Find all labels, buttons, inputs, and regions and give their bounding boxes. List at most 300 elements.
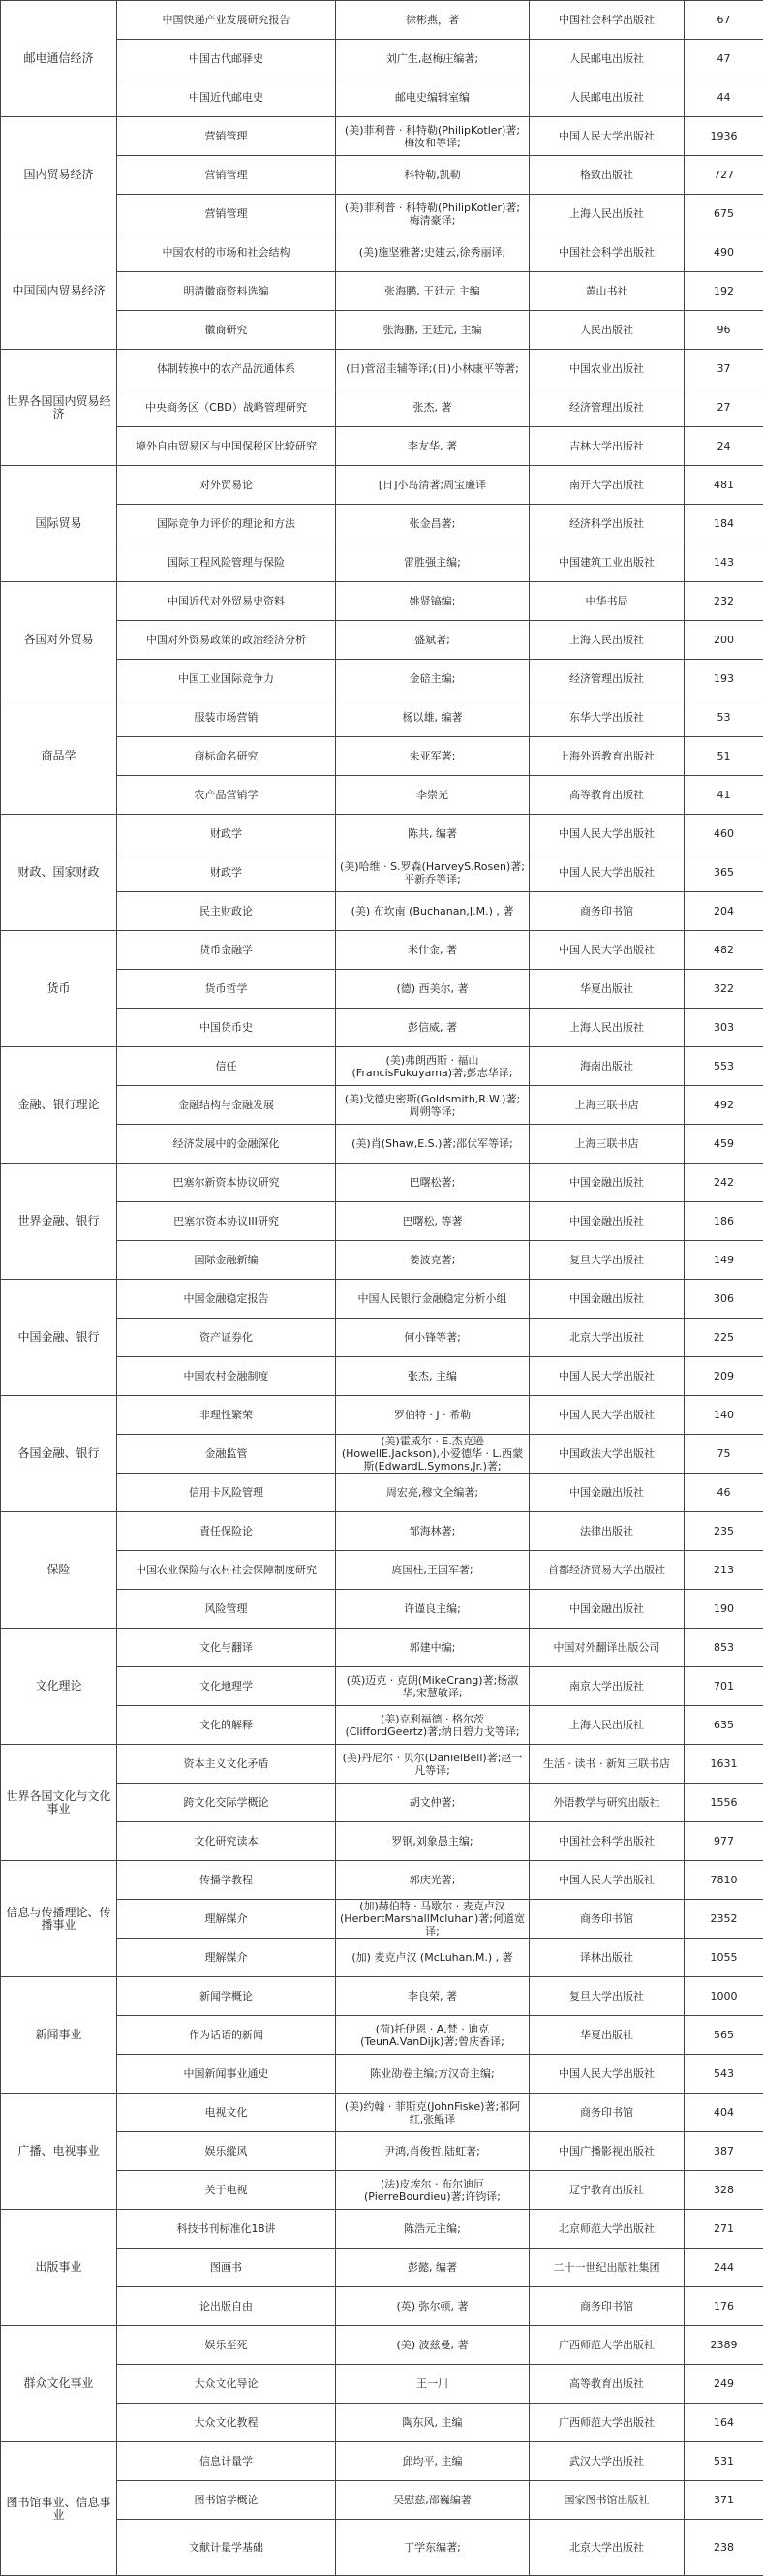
publisher-cell: 国家图书馆出版社 bbox=[530, 2481, 685, 2520]
count-cell: 24 bbox=[685, 427, 763, 466]
count-cell: 404 bbox=[685, 2094, 763, 2132]
count-cell: 209 bbox=[685, 1357, 763, 1396]
table-row bbox=[1, 350, 763, 388]
publisher-cell: 吉林大学出版社 bbox=[530, 427, 685, 466]
author-cell: 朱亚军著; bbox=[336, 737, 530, 776]
author-cell: 丁学东编著; bbox=[336, 2520, 530, 2576]
table-row bbox=[1, 1977, 763, 2016]
book-title-cell: 金融结构与金融发展 bbox=[117, 1086, 336, 1125]
author-cell: (美)戈德史密斯(Goldsmith,R.W.)著;周朔等译; bbox=[336, 1086, 530, 1125]
count-cell: 41 bbox=[685, 776, 763, 815]
table-row bbox=[1, 2442, 763, 2481]
count-cell: 328 bbox=[685, 2171, 763, 2210]
author-cell: 郭庆光著; bbox=[336, 1861, 530, 1900]
book-title-cell: 科技书刊标准化18讲 bbox=[117, 2210, 336, 2249]
author-cell: (美)施坚雅著;史建云,徐秀丽译; bbox=[336, 233, 530, 272]
count-cell: 853 bbox=[685, 1629, 763, 1667]
book-title-cell: 文化与翻译 bbox=[117, 1629, 336, 1667]
author-cell: (美)霍威尔 · E.杰克逊(HowellE.Jackson),小爱德华 · L.西蒙斯(EdwardL.Symons,Jr.)著; bbox=[336, 1435, 530, 1474]
book-title-cell: 货币哲学 bbox=[117, 970, 336, 1009]
count-cell: 271 bbox=[685, 2210, 763, 2249]
publisher-cell: 格致出版社 bbox=[530, 156, 685, 195]
publisher-cell: 中国社会科学出版社 bbox=[530, 1, 685, 40]
count-cell: 192 bbox=[685, 272, 763, 311]
publisher-cell: 中国人民大学出版社 bbox=[530, 1861, 685, 1900]
book-title-cell: 娱乐至死 bbox=[117, 2326, 336, 2365]
count-cell: 143 bbox=[685, 543, 763, 582]
book-title-cell: 責任保险论 bbox=[117, 1512, 336, 1551]
publisher-cell: 生活 · 读书 · 新知三联书店 bbox=[530, 1745, 685, 1784]
publisher-cell: 中国金融出版社 bbox=[530, 1280, 685, 1319]
author-cell: (美)约翰 · 菲斯克(JohnFiske)著;祁阿红,张鲲译 bbox=[336, 2094, 530, 2132]
count-cell: 371 bbox=[685, 2481, 763, 2520]
publisher-cell: 中国对外翻译出版公司 bbox=[530, 1629, 685, 1667]
author-cell: [日]小岛清著;周宝廉译 bbox=[336, 466, 530, 505]
publisher-cell: 中国金融出版社 bbox=[530, 1590, 685, 1629]
count-cell: 37 bbox=[685, 350, 763, 388]
author-cell: (加) 麦克卢汉 (McLuhan,M.) , 著 bbox=[336, 1939, 530, 1977]
publisher-cell: 人民邮电出版社 bbox=[530, 40, 685, 78]
count-cell: 1936 bbox=[685, 117, 763, 156]
count-cell: 213 bbox=[685, 1551, 763, 1590]
count-cell: 244 bbox=[685, 2249, 763, 2287]
count-cell: 242 bbox=[685, 1164, 763, 1202]
publisher-cell: 首都经济贸易大学出版社 bbox=[530, 1551, 685, 1590]
publisher-cell: 上海三联书店 bbox=[530, 1125, 685, 1164]
book-title-cell: 国际金融新编 bbox=[117, 1241, 336, 1280]
author-cell: 陈浩元主编; bbox=[336, 2210, 530, 2249]
book-title-cell: 非理性繁荣 bbox=[117, 1396, 336, 1435]
book-title-cell: 跨文化交际学概论 bbox=[117, 1784, 336, 1822]
book-title-cell: 中国农村金融制度 bbox=[117, 1357, 336, 1396]
author-cell: 王一川 bbox=[336, 2365, 530, 2404]
book-list-body bbox=[1, 1, 763, 2576]
author-cell: 张海鹏, 王廷元, 主编 bbox=[336, 311, 530, 350]
book-title-cell: 信用卡风险管理 bbox=[117, 1474, 336, 1512]
book-title-cell: 大众文化教程 bbox=[117, 2404, 336, 2442]
author-cell: 李崇光 bbox=[336, 776, 530, 815]
author-cell: 郭建中编; bbox=[336, 1629, 530, 1667]
author-cell: 陈业劭卷主编;方汉奇主编; bbox=[336, 2055, 530, 2094]
author-cell: (荷)托伊恩 · A.梵 · 迪克(TeunA.VanDijk)著;曾庆香译; bbox=[336, 2016, 530, 2055]
count-cell: 2389 bbox=[685, 2326, 763, 2365]
table-row bbox=[1, 2094, 763, 2132]
publisher-cell: 上海人民出版社 bbox=[530, 1009, 685, 1047]
table-row bbox=[1, 117, 763, 156]
category-cell: 各国对外贸易 bbox=[1, 582, 117, 698]
author-cell: 彭信威, 著 bbox=[336, 1009, 530, 1047]
book-title-cell: 风险管理 bbox=[117, 1590, 336, 1629]
book-title-cell: 中国农村的市场和社会结构 bbox=[117, 233, 336, 272]
book-title-cell: 金融监管 bbox=[117, 1435, 336, 1474]
author-cell: 李友华, 著 bbox=[336, 427, 530, 466]
publisher-cell: 南京大学出版社 bbox=[530, 1667, 685, 1706]
publisher-cell: 上海外语教育出版社 bbox=[530, 737, 685, 776]
book-title-cell: 营销管理 bbox=[117, 195, 336, 233]
count-cell: 235 bbox=[685, 1512, 763, 1551]
author-cell: (美)菲利普 · 科特勒(PhilipKotler)著;梅清豪译; bbox=[336, 195, 530, 233]
table-row bbox=[1, 233, 763, 272]
count-cell: 481 bbox=[685, 466, 763, 505]
publisher-cell: 高等教育出版社 bbox=[530, 776, 685, 815]
author-cell: 张杰, 著 bbox=[336, 388, 530, 427]
count-cell: 249 bbox=[685, 2365, 763, 2404]
book-title-cell: 中国快递产业发展研究报告 bbox=[117, 1, 336, 40]
publisher-cell: 东华大学出版社 bbox=[530, 698, 685, 737]
author-cell: 李良荣, 著 bbox=[336, 1977, 530, 2016]
publisher-cell: 广西师范大学出版社 bbox=[530, 2326, 685, 2365]
publisher-cell: 中国人民大学出版社 bbox=[530, 1357, 685, 1396]
count-cell: 67 bbox=[685, 1, 763, 40]
author-cell: 科特勒,凯勒 bbox=[336, 156, 530, 195]
book-title-cell: 体制转换中的农产品流通体系 bbox=[117, 350, 336, 388]
category-cell: 信息与传播理论、传播事业 bbox=[1, 1861, 117, 1977]
book-title-cell: 农产品营销学 bbox=[117, 776, 336, 815]
count-cell: 303 bbox=[685, 1009, 763, 1047]
publisher-cell: 黄山书社 bbox=[530, 272, 685, 311]
author-cell: 巴曙松, 等著 bbox=[336, 1202, 530, 1241]
table-row bbox=[1, 466, 763, 505]
publisher-cell: 商务印书馆 bbox=[530, 2287, 685, 2326]
category-cell: 商品学 bbox=[1, 698, 117, 815]
book-title-cell: 中国近代邮电史 bbox=[117, 78, 336, 117]
count-cell: 176 bbox=[685, 2287, 763, 2326]
book-title-cell: 境外自由贸易区与中国保税区比较研究 bbox=[117, 427, 336, 466]
author-cell: 许谨良主编; bbox=[336, 1590, 530, 1629]
publisher-cell: 北京大学出版社 bbox=[530, 2520, 685, 2576]
publisher-cell: 上海三联书店 bbox=[530, 1086, 685, 1125]
table-row bbox=[1, 2326, 763, 2365]
publisher-cell: 上海人民出版社 bbox=[530, 1706, 685, 1745]
book-title-cell: 文化研究读本 bbox=[117, 1822, 336, 1861]
count-cell: 635 bbox=[685, 1706, 763, 1745]
author-cell: (美)克利福德 · 格尔茨(CliffordGeertz)著;纳日碧力戈等译; bbox=[336, 1706, 530, 1745]
count-cell: 44 bbox=[685, 78, 763, 117]
book-title-cell: 巴塞尔新资本协议研究 bbox=[117, 1164, 336, 1202]
count-cell: 190 bbox=[685, 1590, 763, 1629]
publisher-cell: 中国人民大学出版社 bbox=[530, 117, 685, 156]
book-title-cell: 财政学 bbox=[117, 815, 336, 853]
book-title-cell: 对外贸易论 bbox=[117, 466, 336, 505]
author-cell: 姚贤镐编; bbox=[336, 582, 530, 621]
author-cell: 张杰, 主编 bbox=[336, 1357, 530, 1396]
category-cell: 群众文化事业 bbox=[1, 2326, 117, 2442]
category-cell: 图书馆事业、信息事业 bbox=[1, 2442, 117, 2576]
publisher-cell: 华夏出版社 bbox=[530, 970, 685, 1009]
count-cell: 75 bbox=[685, 1435, 763, 1474]
category-cell: 文化理论 bbox=[1, 1629, 117, 1745]
category-cell: 中国国内贸易经济 bbox=[1, 233, 117, 350]
table-row bbox=[1, 1629, 763, 1667]
category-cell: 保险 bbox=[1, 1512, 117, 1629]
author-cell: (德) 西美尔, 著 bbox=[336, 970, 530, 1009]
author-cell: 罗钢,刘象愚主编; bbox=[336, 1822, 530, 1861]
publisher-cell: 中国人民大学出版社 bbox=[530, 853, 685, 892]
publisher-cell: 中国人民大学出版社 bbox=[530, 2055, 685, 2094]
count-cell: 204 bbox=[685, 892, 763, 931]
author-cell: (日)菅沼圭辅等译;(日)小林康平等著; bbox=[336, 350, 530, 388]
book-title-cell: 明清徽商资料选编 bbox=[117, 272, 336, 311]
publisher-cell: 华夏出版社 bbox=[530, 2016, 685, 2055]
book-title-cell: 信任 bbox=[117, 1047, 336, 1086]
table-row bbox=[1, 1047, 763, 1086]
author-cell: 吴慰慈,邵巍编著 bbox=[336, 2481, 530, 2520]
book-title-cell: 关于电视 bbox=[117, 2171, 336, 2210]
book-title-cell: 服装市场营销 bbox=[117, 698, 336, 737]
publisher-cell: 中国农业出版社 bbox=[530, 350, 685, 388]
count-cell: 543 bbox=[685, 2055, 763, 2094]
author-cell: 邹海林著; bbox=[336, 1512, 530, 1551]
publisher-cell: 中国社会科学出版社 bbox=[530, 1822, 685, 1861]
publisher-cell: 商务印书馆 bbox=[530, 2094, 685, 2132]
publisher-cell: 武汉大学出版社 bbox=[530, 2442, 685, 2481]
author-cell: 刘广生,赵梅庄编著; bbox=[336, 40, 530, 78]
count-cell: 225 bbox=[685, 1319, 763, 1357]
count-cell: 46 bbox=[685, 1474, 763, 1512]
count-cell: 47 bbox=[685, 40, 763, 78]
publisher-cell: 广西师范大学出版社 bbox=[530, 2404, 685, 2442]
count-cell: 306 bbox=[685, 1280, 763, 1319]
count-cell: 460 bbox=[685, 815, 763, 853]
count-cell: 149 bbox=[685, 1241, 763, 1280]
publisher-cell: 人民出版社 bbox=[530, 311, 685, 350]
book-title-cell: 经济发展中的金融深化 bbox=[117, 1125, 336, 1164]
publisher-cell: 商务印书馆 bbox=[530, 1900, 685, 1939]
count-cell: 387 bbox=[685, 2132, 763, 2171]
table-row bbox=[1, 815, 763, 853]
category-cell: 中国金融、银行 bbox=[1, 1280, 117, 1396]
publisher-cell: 辽宁教育出版社 bbox=[530, 2171, 685, 2210]
count-cell: 1055 bbox=[685, 1939, 763, 1977]
category-cell: 国内贸易经济 bbox=[1, 117, 117, 233]
book-title-cell: 财政学 bbox=[117, 853, 336, 892]
book-title-cell: 中国新闻事业通史 bbox=[117, 2055, 336, 2094]
book-title-cell: 徽商研究 bbox=[117, 311, 336, 350]
book-title-cell: 营销管理 bbox=[117, 117, 336, 156]
table-row bbox=[1, 2210, 763, 2249]
author-cell: 徐彬燕，著 bbox=[336, 1, 530, 40]
count-cell: 531 bbox=[685, 2442, 763, 2481]
author-cell: 盛斌著; bbox=[336, 621, 530, 660]
book-title-cell: 信息计量学 bbox=[117, 2442, 336, 2481]
author-cell: 米什金, 著 bbox=[336, 931, 530, 970]
publisher-cell: 经济管理出版社 bbox=[530, 388, 685, 427]
publisher-cell: 中国人民大学出版社 bbox=[530, 815, 685, 853]
count-cell: 701 bbox=[685, 1667, 763, 1706]
count-cell: 7810 bbox=[685, 1861, 763, 1900]
count-cell: 53 bbox=[685, 698, 763, 737]
category-cell: 新闻事业 bbox=[1, 1977, 117, 2094]
publisher-cell: 中国广播影视出版社 bbox=[530, 2132, 685, 2171]
author-cell: 金碚主编; bbox=[336, 660, 530, 698]
author-cell: 何小锋等著; bbox=[336, 1319, 530, 1357]
publisher-cell: 南开大学出版社 bbox=[530, 466, 685, 505]
publisher-cell: 人民邮电出版社 bbox=[530, 78, 685, 117]
table-row bbox=[1, 1, 763, 40]
table-row bbox=[1, 1280, 763, 1319]
book-title-cell: 中国货币史 bbox=[117, 1009, 336, 1047]
author-cell: 中国人民银行金融稳定分析小组 bbox=[336, 1280, 530, 1319]
book-title-cell: 电视文化 bbox=[117, 2094, 336, 2132]
category-cell: 邮电通信经济 bbox=[1, 1, 117, 117]
author-cell: 庹国柱,王国军著; bbox=[336, 1551, 530, 1590]
table-row bbox=[1, 1861, 763, 1900]
book-title-cell: 资产证券化 bbox=[117, 1319, 336, 1357]
book-title-cell: 巴塞尔资本协议III研究 bbox=[117, 1202, 336, 1241]
author-cell: 彭懿, 编著 bbox=[336, 2249, 530, 2287]
book-title-cell: 中国古代邮驿史 bbox=[117, 40, 336, 78]
book-title-cell: 图书馆学概论 bbox=[117, 2481, 336, 2520]
book-title-cell: 文化的解释 bbox=[117, 1706, 336, 1745]
author-cell: 陈共, 编著 bbox=[336, 815, 530, 853]
book-title-cell: 资本主义文化矛盾 bbox=[117, 1745, 336, 1784]
author-cell: (法)皮埃尔 · 布尔迪厄(PierreBourdieu)著;许钧译; bbox=[336, 2171, 530, 2210]
book-title-cell: 传播学教程 bbox=[117, 1861, 336, 1900]
book-title-cell: 作为话语的新闻 bbox=[117, 2016, 336, 2055]
category-cell: 出版事业 bbox=[1, 2210, 117, 2326]
publisher-cell: 中国人民大学出版社 bbox=[530, 1396, 685, 1435]
count-cell: 727 bbox=[685, 156, 763, 195]
table-row bbox=[1, 1396, 763, 1435]
count-cell: 96 bbox=[685, 311, 763, 350]
publisher-cell: 中国建筑工业出版社 bbox=[530, 543, 685, 582]
author-cell: (美)弗朗西斯 · 福山(FrancisFukuyama)著;彭志华译; bbox=[336, 1047, 530, 1086]
category-cell: 国际贸易 bbox=[1, 466, 117, 582]
category-cell: 财政、国家财政 bbox=[1, 815, 117, 931]
book-title-cell: 论出版自由 bbox=[117, 2287, 336, 2326]
table-row bbox=[1, 582, 763, 621]
author-cell: 杨以雄, 编著 bbox=[336, 698, 530, 737]
count-cell: 977 bbox=[685, 1822, 763, 1861]
count-cell: 482 bbox=[685, 931, 763, 970]
author-cell: 张金昌著; bbox=[336, 505, 530, 543]
publisher-cell: 上海人民出版社 bbox=[530, 621, 685, 660]
author-cell: 巴曙松著; bbox=[336, 1164, 530, 1202]
book-title-cell: 中国对外贸易政策的政治经济分析 bbox=[117, 621, 336, 660]
book-title-cell: 中国近代对外贸易史资料 bbox=[117, 582, 336, 621]
author-cell: (英)迈克 · 克朗(MikeCrang)著;杨淑华,宋慧敏译; bbox=[336, 1667, 530, 1706]
author-cell: 胡文仲著; bbox=[336, 1784, 530, 1822]
author-cell: 尹鸿,肖俊哲,陆虹著; bbox=[336, 2132, 530, 2171]
author-cell: (美) 波兹曼, 著 bbox=[336, 2326, 530, 2365]
publisher-cell: 高等教育出版社 bbox=[530, 2365, 685, 2404]
author-cell: (美)哈维 · S.罗森(HarveyS.Rosen)著;平新乔等译; bbox=[336, 853, 530, 892]
publisher-cell: 中华书局 bbox=[530, 582, 685, 621]
count-cell: 1000 bbox=[685, 1977, 763, 2016]
book-title-cell: 民主财政论 bbox=[117, 892, 336, 931]
count-cell: 490 bbox=[685, 233, 763, 272]
count-cell: 164 bbox=[685, 2404, 763, 2442]
category-cell: 世界各国国内贸易经济 bbox=[1, 350, 117, 466]
count-cell: 675 bbox=[685, 195, 763, 233]
publisher-cell: 中国金融出版社 bbox=[530, 1164, 685, 1202]
count-cell: 238 bbox=[685, 2520, 763, 2576]
book-title-cell: 图画书 bbox=[117, 2249, 336, 2287]
count-cell: 193 bbox=[685, 660, 763, 698]
book-title-cell: 货币金融学 bbox=[117, 931, 336, 970]
book-title-cell: 文献计量学基础 bbox=[117, 2520, 336, 2576]
publisher-cell: 北京师范大学出版社 bbox=[530, 2210, 685, 2249]
author-cell: 邱均平, 主编 bbox=[336, 2442, 530, 2481]
author-cell: 罗伯特 · J · 希勒 bbox=[336, 1396, 530, 1435]
count-cell: 2352 bbox=[685, 1900, 763, 1939]
table-row bbox=[1, 1164, 763, 1202]
book-title-cell: 中国农业保险与农村社会保障制度研究 bbox=[117, 1551, 336, 1590]
publisher-cell: 二十一世纪出版社集团 bbox=[530, 2249, 685, 2287]
count-cell: 492 bbox=[685, 1086, 763, 1125]
table-row bbox=[1, 931, 763, 970]
publisher-cell: 译林出版社 bbox=[530, 1939, 685, 1977]
count-cell: 365 bbox=[685, 853, 763, 892]
publisher-cell: 经济管理出版社 bbox=[530, 660, 685, 698]
category-cell: 货币 bbox=[1, 931, 117, 1047]
author-cell: (美) 布坎南 (Buchanan,J.M.) , 著 bbox=[336, 892, 530, 931]
book-title-cell: 国际工程风险管理与保险 bbox=[117, 543, 336, 582]
publisher-cell: 中国社会科学出版社 bbox=[530, 233, 685, 272]
book-title-cell: 营销管理 bbox=[117, 156, 336, 195]
book-title-cell: 中央商务区（CBD）战略管理研究 bbox=[117, 388, 336, 427]
category-cell: 各国金融、银行 bbox=[1, 1396, 117, 1512]
author-cell: 雷胜强主编; bbox=[336, 543, 530, 582]
publisher-cell: 上海人民出版社 bbox=[530, 195, 685, 233]
publisher-cell: 中国人民大学出版社 bbox=[530, 931, 685, 970]
category-cell: 金融、银行理论 bbox=[1, 1047, 117, 1164]
book-title-cell: 文化地理学 bbox=[117, 1667, 336, 1706]
count-cell: 184 bbox=[685, 505, 763, 543]
category-cell: 世界各国文化与文化事业 bbox=[1, 1745, 117, 1861]
count-cell: 1556 bbox=[685, 1784, 763, 1822]
author-cell: 姜波克著; bbox=[336, 1241, 530, 1280]
count-cell: 140 bbox=[685, 1396, 763, 1435]
publisher-cell: 中国金融出版社 bbox=[530, 1474, 685, 1512]
publisher-cell: 中国政法大学出版社 bbox=[530, 1435, 685, 1474]
category-cell: 广播、电视事业 bbox=[1, 2094, 117, 2210]
book-title-cell: 新闻学概论 bbox=[117, 1977, 336, 2016]
author-cell: 陶东风, 主编 bbox=[336, 2404, 530, 2442]
publisher-cell: 商务印书馆 bbox=[530, 892, 685, 931]
count-cell: 565 bbox=[685, 2016, 763, 2055]
count-cell: 186 bbox=[685, 1202, 763, 1241]
count-cell: 322 bbox=[685, 970, 763, 1009]
publisher-cell: 法律出版社 bbox=[530, 1512, 685, 1551]
publisher-cell: 复旦大学出版社 bbox=[530, 1241, 685, 1280]
author-cell: 邮电史编辑室编 bbox=[336, 78, 530, 117]
count-cell: 553 bbox=[685, 1047, 763, 1086]
count-cell: 27 bbox=[685, 388, 763, 427]
book-title-cell: 国际竞争力评价的理论和方法 bbox=[117, 505, 336, 543]
book-title-cell: 大众文化导论 bbox=[117, 2365, 336, 2404]
book-title-cell: 中国金融稳定报告 bbox=[117, 1280, 336, 1319]
author-cell: (美)丹尼尔 · 贝尔(DanielBell)著;赵一凡等译; bbox=[336, 1745, 530, 1784]
table-row bbox=[1, 1745, 763, 1784]
author-cell: (美)肖(Shaw,E.S.)著;邵伏军等译; bbox=[336, 1125, 530, 1164]
publisher-cell: 经济科学出版社 bbox=[530, 505, 685, 543]
count-cell: 459 bbox=[685, 1125, 763, 1164]
publisher-cell: 海南出版社 bbox=[530, 1047, 685, 1086]
publisher-cell: 北京大学出版社 bbox=[530, 1319, 685, 1357]
publisher-cell: 中国金融出版社 bbox=[530, 1202, 685, 1241]
author-cell: 周宏亮,穆文全编著; bbox=[336, 1474, 530, 1512]
publisher-cell: 外语教学与研究出版社 bbox=[530, 1784, 685, 1822]
book-title-cell: 理解媒介 bbox=[117, 1900, 336, 1939]
category-cell: 世界金融、银行 bbox=[1, 1164, 117, 1280]
author-cell: (加)赫伯特 · 马歇尔 · 麦克卢汉(HerbertMarshallMcluhan)著;何道宽译; bbox=[336, 1900, 530, 1939]
book-title-cell: 商标命名研究 bbox=[117, 737, 336, 776]
publisher-cell: 复旦大学出版社 bbox=[530, 1977, 685, 2016]
count-cell: 232 bbox=[685, 582, 763, 621]
author-cell: (美)菲利普 · 科特勒(PhilipKotler)著;梅汝和等译; bbox=[336, 117, 530, 156]
book-title-cell: 娱乐縱风 bbox=[117, 2132, 336, 2171]
